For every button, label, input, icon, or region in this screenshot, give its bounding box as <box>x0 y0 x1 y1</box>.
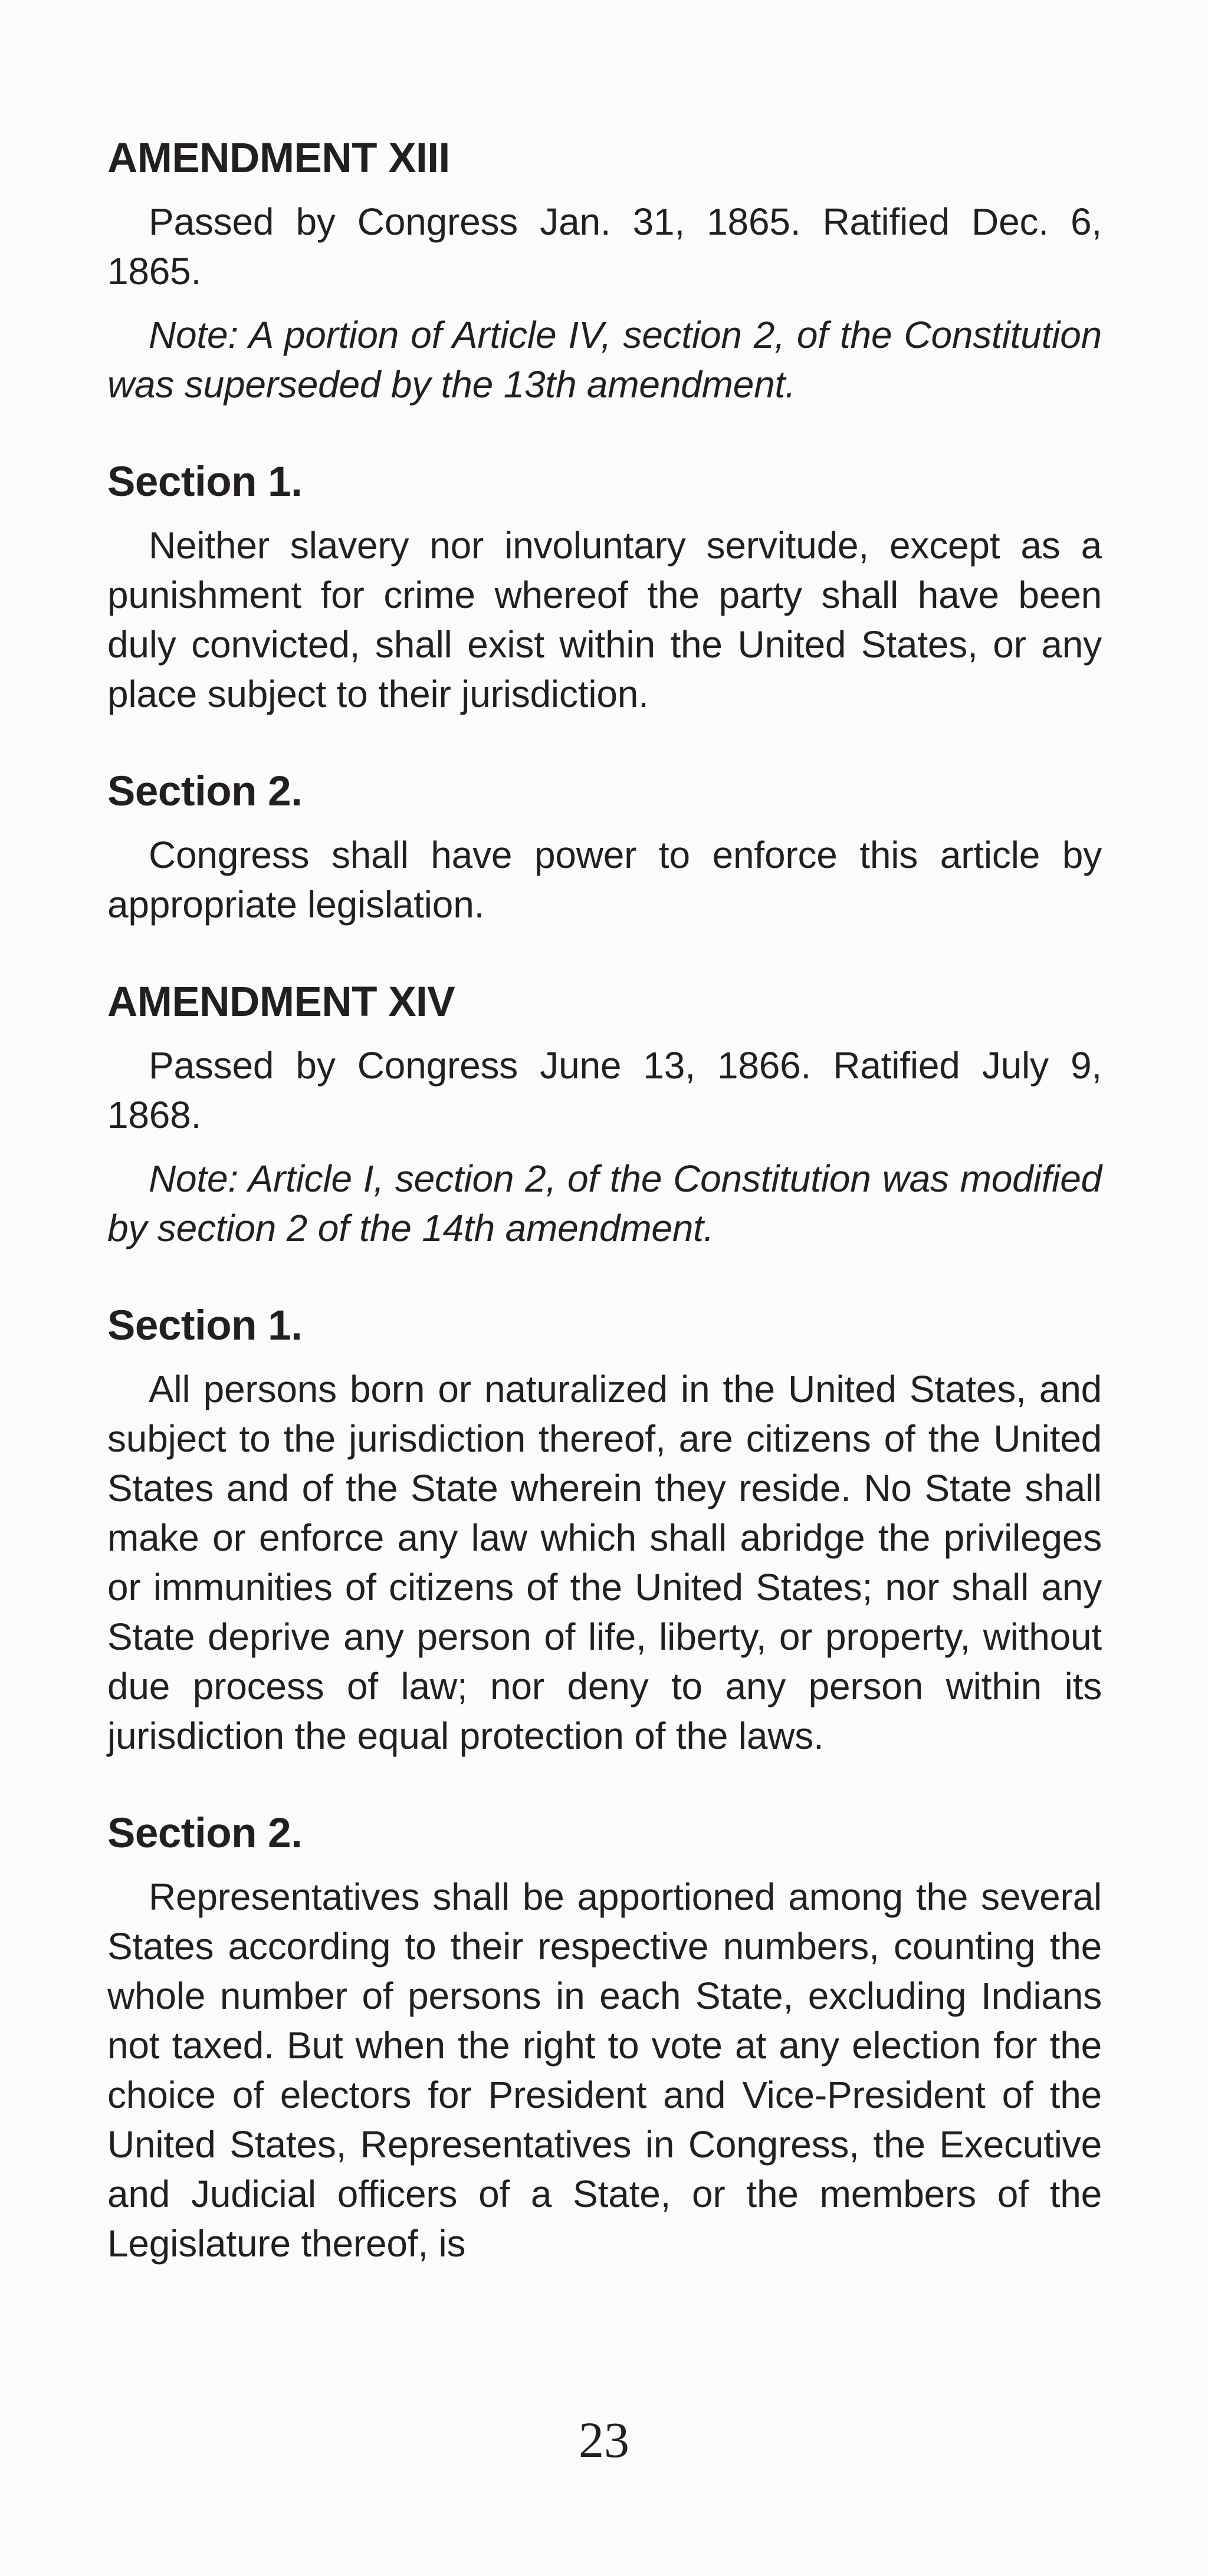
amendment-xiii-section-2-text: Congress shall have power to enforce this article by appropriate legislation. <box>107 834 1102 926</box>
amendment-xiv-note: Note: Article I, section 2, of the Constitution was modified by section 2 of the 14th amendment. <box>107 1157 1102 1249</box>
page-number: 23 <box>579 2411 629 2468</box>
amendment-xiii-note: Note: A portion of Article IV, section 2, of the Constitution was superseded by the 13th amendment. <box>107 314 1102 406</box>
amendment-xiv-section-1-title: Section 1. <box>107 1302 303 1349</box>
amendment-xiii-section-1-title: Section 1. <box>107 459 303 505</box>
amendment-xiii-section-1-text: Neither slavery nor involuntary servitude, except as a punishment for crime whereof the party shall have been duly convicted, shall exist within the United States, or any place subject to their jurisdiction. <box>107 524 1102 715</box>
amendment-xiv-passed: Passed by Congress June 13, 1866. Ratified July 9, 1868. <box>107 1044 1102 1136</box>
amendment-xiv-section-2-title: Section 2. <box>107 1810 303 1857</box>
page-body <box>107 0 1102 2268</box>
amendment-xiv-section-1-text: All persons born or naturalized in the United States, and subject to the jurisdiction thereof, are citizens of the United States and of the State wherein they reside. No State shall make or enforce any law which shall abridge the privileges or immunities of citizens of the United States; nor shall any State deprive any person of life, liberty, or property, without due process of law; nor deny to any person within its jurisdiction the equal protection of the laws. <box>107 1368 1102 1757</box>
amendment-xiii-passed: Passed by Congress Jan. 31, 1865. Ratified Dec. 6, 1865. <box>107 200 1102 292</box>
amendment-xiii-section-2-title: Section 2. <box>107 768 303 815</box>
amendment-xiv-section-2-text: Representatives shall be apportioned among the several States according to their respective numbers, counting the whole number of persons in each State, excluding Indians not taxed. But when the right to vote at any election for the choice of electors for President and Vice-President of the United States, Representatives in Congress, the Executive and Judicial officers of a State, or the members of the Legislature thereof, is <box>107 1876 1102 2265</box>
amendment-xiii-title: AMENDMENT XIII <box>107 135 450 182</box>
amendment-xiv-title: AMENDMENT XIV <box>107 979 455 1025</box>
